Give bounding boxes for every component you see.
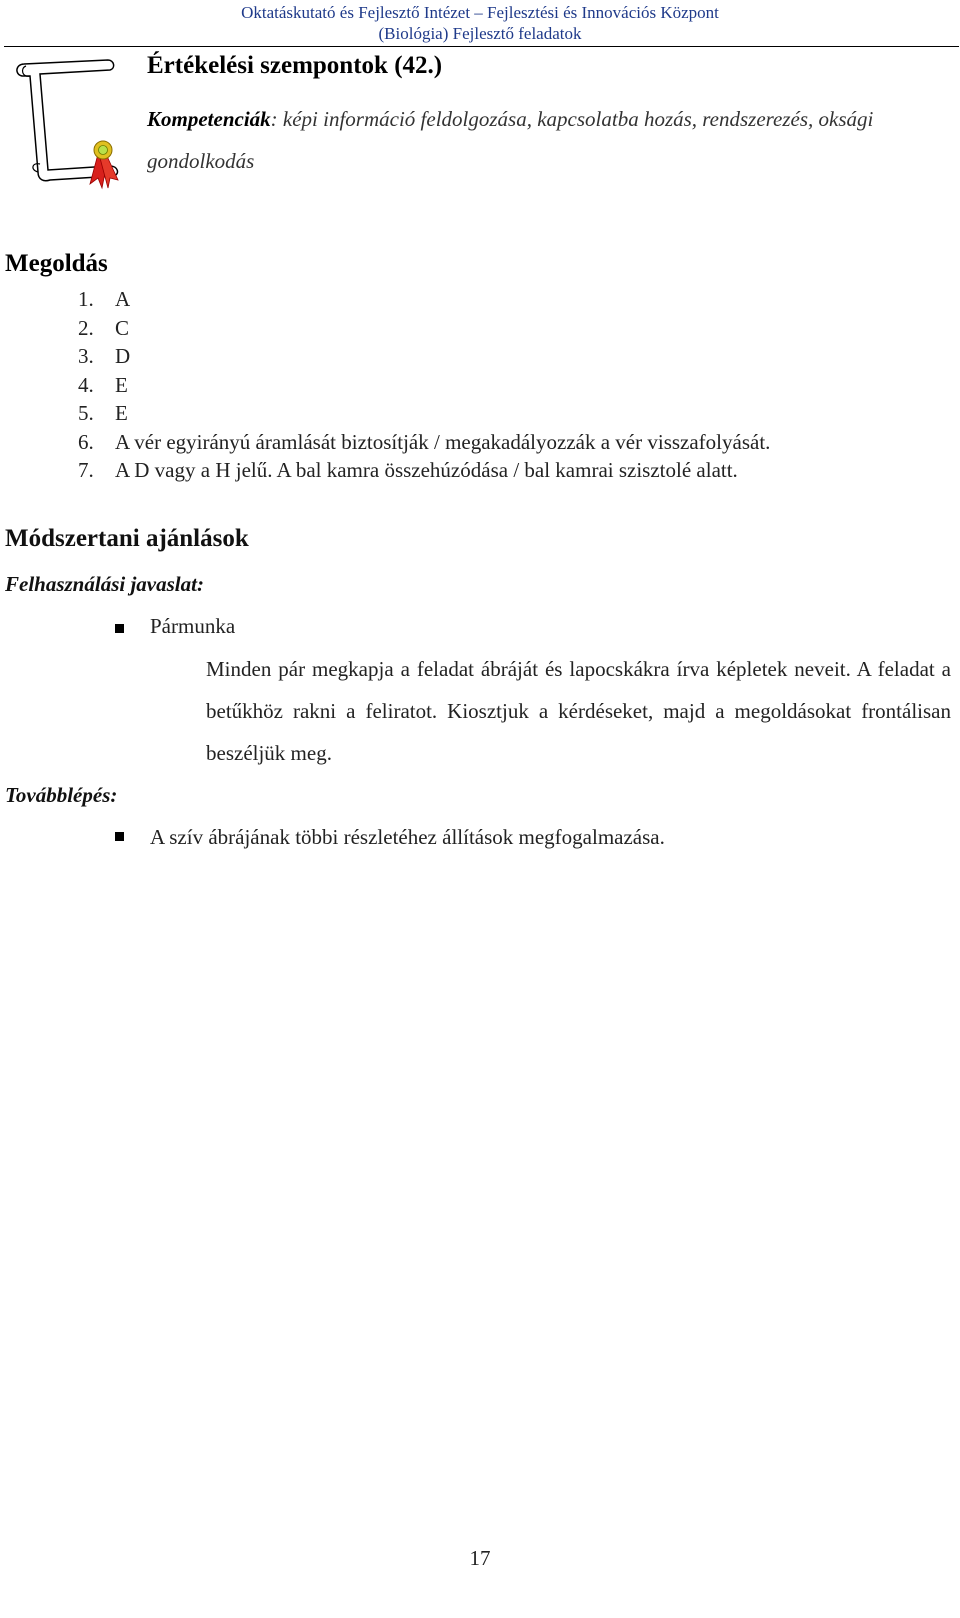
competencies-text: : képi információ feldolgozása, kapcsolatba hozás, rendszerezés, oksági gondolkodás <box>147 107 874 173</box>
answer-list <box>78 285 770 485</box>
list-item <box>78 314 770 343</box>
list-item <box>78 399 770 428</box>
next-step-text: A szív ábrájának többi részletéhez állítások megfogalmazása. <box>150 825 665 849</box>
page-header <box>0 2 960 44</box>
solution-heading: Megoldás <box>5 250 108 277</box>
header-subject: (Biológia) Fejlesztő feladatok <box>378 24 582 43</box>
list-item <box>78 428 770 457</box>
answer-text: A vér egyirányú áramlását biztosítják / megakadályozzák a vér visszafolyását. <box>115 429 771 454</box>
list-item <box>78 342 770 371</box>
answer-number: 4. <box>78 372 94 397</box>
header-divider <box>4 46 959 47</box>
answer-text: E <box>115 372 128 397</box>
methodology-heading: Módszertani ajánlások <box>5 525 249 552</box>
section-title: Értékelési szempontok (42.) <box>147 52 443 79</box>
competencies <box>147 98 952 182</box>
answer-text: C <box>115 315 130 340</box>
answer-number: 7. <box>78 458 94 482</box>
answer-text: D <box>115 344 131 368</box>
pair-work-label: Pármunka <box>150 614 236 638</box>
answer-number: 6. <box>78 429 94 454</box>
square-bullet-icon <box>115 832 124 841</box>
answer-number: 3. <box>78 344 94 368</box>
list-item <box>78 371 770 400</box>
answer-number: 1. <box>78 287 94 311</box>
answer-number: 5. <box>78 401 94 425</box>
square-bullet-icon <box>115 624 124 633</box>
answer-number: 2. <box>78 315 94 340</box>
usage-label: Felhasználási javaslat: <box>5 572 204 596</box>
answer-text: A D vagy a H jelű. A bal kamra összehúzódása / bal kamrai szisztolé alatt. <box>115 458 738 482</box>
answer-text: A <box>115 287 131 311</box>
list-item <box>78 456 770 485</box>
answer-text: E <box>115 401 128 425</box>
header-institute: Oktatáskutató és Fejlesztő Intézet – Fejlesztési és Innovációs Központ <box>241 3 719 22</box>
page-number: 17 <box>469 1546 491 1570</box>
list-item <box>78 285 770 314</box>
competencies-label: Kompetenciák <box>147 107 271 131</box>
scroll-award-icon <box>10 54 128 192</box>
pair-work-description: Minden pár megkapja a feladat ábráját és lapocskákra írva képletek neveit. A feladat a betűkhöz rakni a feliratot. Kiosztjuk a kérdéseket, majd a megoldásokat frontálisan beszéljük meg. <box>206 657 951 765</box>
next-step-label: Továbblépés: <box>5 783 118 807</box>
